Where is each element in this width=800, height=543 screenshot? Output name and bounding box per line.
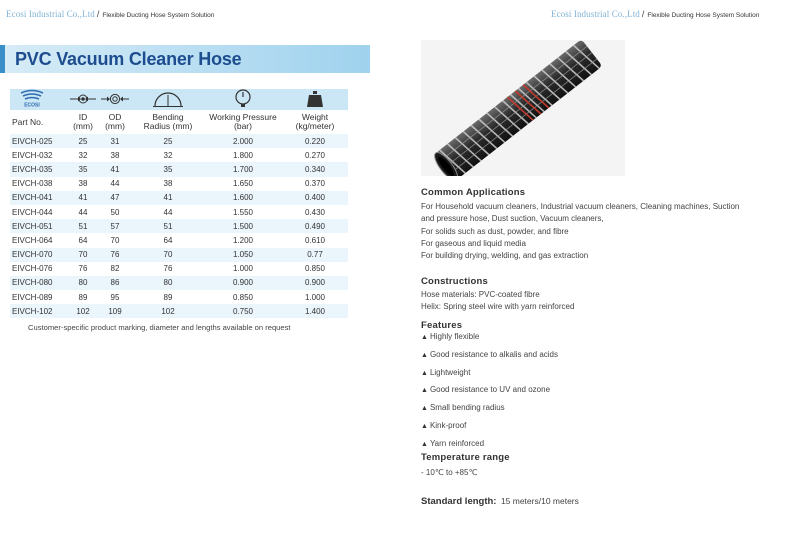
table-row	[10, 233, 348, 247]
cell-weight: 0.610	[282, 233, 348, 247]
svg-text:ECOSI: ECOSI	[24, 102, 40, 108]
col-header-bending-radius: Bending Radius (mm)	[132, 110, 204, 134]
company-name: Ecosi Industrial Co.,Ltd	[551, 9, 640, 19]
feature-item: ▲ Small bending radius	[421, 403, 505, 413]
cell-part-no: EIVCH-089	[10, 290, 68, 304]
table-row	[10, 248, 348, 262]
title-accent-bar	[0, 45, 5, 73]
spec-table-body	[10, 134, 348, 318]
cell-od: 109	[98, 304, 132, 318]
table-row	[10, 148, 348, 162]
cell-bending-radius: 38	[132, 177, 204, 191]
spec-table	[10, 89, 348, 318]
cell-bending-radius: 89	[132, 290, 204, 304]
header-separator: /	[641, 9, 645, 19]
feature-item: ▲ Yarn reinforced	[421, 438, 485, 448]
cell-od: 76	[98, 248, 132, 262]
cell-od: 86	[98, 276, 132, 290]
standard-length-section	[421, 491, 800, 509]
cell-bending-radius: 35	[132, 162, 204, 176]
cell-part-no: EIVCH-025	[10, 134, 68, 148]
cell-bending-radius: 76	[132, 262, 204, 276]
cell-id: 102	[68, 304, 98, 318]
table-row	[10, 177, 348, 191]
header-subtitle: Flexible Ducting Hose System Solution	[647, 12, 760, 19]
triangle-bullet-icon: ▲	[421, 334, 428, 341]
ecosi-logo-icon	[12, 89, 52, 108]
cell-part-no: EIVCH-041	[10, 191, 68, 205]
applications-line: For gaseous and liquid media	[421, 238, 526, 248]
col-header-od: OD (mm)	[98, 110, 132, 134]
cell-working-pressure: 0.900	[204, 276, 282, 290]
features-section	[421, 320, 800, 454]
cell-weight: 0.370	[282, 177, 348, 191]
page-header-right	[551, 9, 759, 19]
triangle-bullet-icon: ▲	[421, 405, 428, 413]
temperature-heading: Temperature range	[421, 452, 510, 463]
cell-working-pressure: 0.850	[204, 290, 282, 304]
cell-id: 70	[68, 248, 98, 262]
cell-working-pressure: 1.000	[204, 262, 282, 276]
cell-weight: 0.270	[282, 148, 348, 162]
temperature-section	[421, 452, 800, 479]
table-row	[10, 262, 348, 276]
cell-weight: 0.400	[282, 191, 348, 205]
cell-od: 44	[98, 177, 132, 191]
cell-working-pressure: 1.050	[204, 248, 282, 262]
cell-id: 35	[68, 162, 98, 176]
cell-weight: 0.77	[282, 248, 348, 262]
outer-diameter-icon	[98, 89, 132, 110]
cell-working-pressure: 1.500	[204, 219, 282, 233]
header-subtitle: Flexible Ducting Hose System Solution	[102, 12, 215, 19]
col-header-id: ID (mm)	[68, 110, 98, 134]
table-row	[10, 290, 348, 304]
cell-weight: 0.220	[282, 134, 348, 148]
cell-od: 41	[98, 162, 132, 176]
cell-id: 51	[68, 219, 98, 233]
standard-length-value: 15 meters/10 meters	[500, 496, 579, 506]
cell-id: 38	[68, 177, 98, 191]
cell-bending-radius: 64	[132, 233, 204, 247]
col-header-part-no: Part No.	[10, 110, 68, 134]
feature-item: ▲ Highly flexible	[421, 332, 480, 341]
applications-heading: Common Applications	[421, 187, 526, 198]
header-row	[10, 110, 348, 134]
cell-working-pressure: 1.550	[204, 205, 282, 219]
title-band	[0, 45, 370, 73]
cell-part-no: EIVCH-038	[10, 177, 68, 191]
company-name: Ecosi Industrial Co.,Ltd	[6, 9, 95, 19]
icon-row	[10, 89, 348, 110]
page-title: PVC Vacuum Cleaner Hose	[15, 49, 242, 69]
applications-line: For solids such as dust, powder, and fibre	[421, 226, 569, 236]
cell-working-pressure: 2.000	[204, 134, 282, 148]
cell-bending-radius: 102	[132, 304, 204, 318]
table-footnote: Customer-specific product marking, diameter and lengths available on request	[28, 323, 291, 332]
page-header-left	[6, 9, 214, 19]
cell-bending-radius: 51	[132, 219, 204, 233]
cell-bending-radius: 32	[132, 148, 204, 162]
feature-item: ▲ Good resistance to UV and ozone	[421, 385, 551, 395]
weight-icon	[282, 89, 348, 110]
col-header-working-pressure: Working Pressure (bar)	[204, 110, 282, 134]
cell-working-pressure: 0.750	[204, 304, 282, 318]
cell-id: 80	[68, 276, 98, 290]
cell-part-no: EIVCH-102	[10, 304, 68, 318]
table-row	[10, 276, 348, 290]
feature-item: ▲ Good resistance to alkalis and acids	[421, 349, 559, 359]
cell-od: 50	[98, 205, 132, 219]
cell-working-pressure: 1.200	[204, 233, 282, 247]
cell-part-no: EIVCH-051	[10, 219, 68, 233]
table-row	[10, 205, 348, 219]
cell-weight: 1.000	[282, 290, 348, 304]
triangle-bullet-icon: ▲	[421, 440, 428, 448]
cell-od: 31	[98, 134, 132, 148]
applications-line: For Household vacuum cleaners, Industrial vacuum cleaners, Cleaning machines, Suction	[421, 202, 740, 211]
hose-product-photo	[421, 40, 625, 176]
cell-working-pressure: 1.800	[204, 148, 282, 162]
table-row	[10, 191, 348, 205]
cell-part-no: EIVCH-070	[10, 248, 68, 262]
cell-bending-radius: 80	[132, 276, 204, 290]
cell-id: 89	[68, 290, 98, 304]
cell-weight: 0.430	[282, 205, 348, 219]
triangle-bullet-icon: ▲	[421, 369, 428, 377]
cell-working-pressure: 1.600	[204, 191, 282, 205]
applications-line: and pressure hose, Dust suction, Vacuum cleaners,	[421, 214, 604, 224]
cell-part-no: EIVCH-035	[10, 162, 68, 176]
cell-id: 76	[68, 262, 98, 276]
feature-item: ▲ Lightweight	[421, 367, 471, 377]
table-row	[10, 219, 348, 233]
cell-weight: 1.400	[282, 304, 348, 318]
cell-part-no: EIVCH-076	[10, 262, 68, 276]
cell-id: 32	[68, 148, 98, 162]
constructions-heading: Constructions	[421, 276, 488, 287]
table-row	[10, 304, 348, 318]
applications-section	[421, 187, 800, 262]
cell-bending-radius: 44	[132, 205, 204, 219]
cell-od: 70	[98, 233, 132, 247]
cell-part-no: EIVCH-032	[10, 148, 68, 162]
constructions-line: Helix: Spring steel wire with yarn reinforced	[421, 302, 575, 312]
cell-bending-radius: 25	[132, 134, 204, 148]
cell-id: 44	[68, 205, 98, 219]
cell-od: 38	[98, 148, 132, 162]
triangle-bullet-icon: ▲	[421, 422, 428, 430]
cell-id: 64	[68, 233, 98, 247]
standard-length-label: Standard length:	[421, 496, 497, 507]
feature-item: ▲ Kink-proof	[421, 420, 467, 430]
cell-id: 41	[68, 191, 98, 205]
cell-bending-radius: 41	[132, 191, 204, 205]
cell-od: 95	[98, 290, 132, 304]
brand-logo-cell	[10, 89, 68, 110]
cell-bending-radius: 70	[132, 248, 204, 262]
cell-part-no: EIVCH-080	[10, 276, 68, 290]
cell-weight: 0.850	[282, 262, 348, 276]
cell-id: 25	[68, 134, 98, 148]
cell-weight: 0.490	[282, 219, 348, 233]
triangle-bullet-icon: ▲	[421, 387, 428, 395]
constructions-section	[421, 276, 800, 314]
triangle-bullet-icon: ▲	[421, 351, 428, 359]
cell-part-no: EIVCH-064	[10, 233, 68, 247]
cell-part-no: EIVCH-044	[10, 205, 68, 219]
cell-od: 82	[98, 262, 132, 276]
table-row	[10, 162, 348, 176]
temperature-value: - 10℃ to +85℃	[421, 468, 478, 477]
applications-line: For building drying, welding, and gas extraction	[421, 251, 589, 261]
cell-od: 57	[98, 219, 132, 233]
table-row	[10, 134, 348, 148]
features-heading: Features	[421, 320, 463, 331]
header-separator: /	[96, 9, 100, 19]
pressure-gauge-icon	[204, 89, 282, 110]
cell-weight: 0.340	[282, 162, 348, 176]
cell-working-pressure: 1.650	[204, 177, 282, 191]
cell-weight: 0.900	[282, 276, 348, 290]
inner-diameter-icon	[68, 89, 98, 110]
cell-working-pressure: 1.700	[204, 162, 282, 176]
constructions-line: Hose materials: PVC-coated fibre	[421, 290, 540, 299]
col-header-weight: Weight (kg/meter)	[282, 110, 348, 134]
bending-radius-icon	[132, 89, 204, 110]
cell-od: 47	[98, 191, 132, 205]
